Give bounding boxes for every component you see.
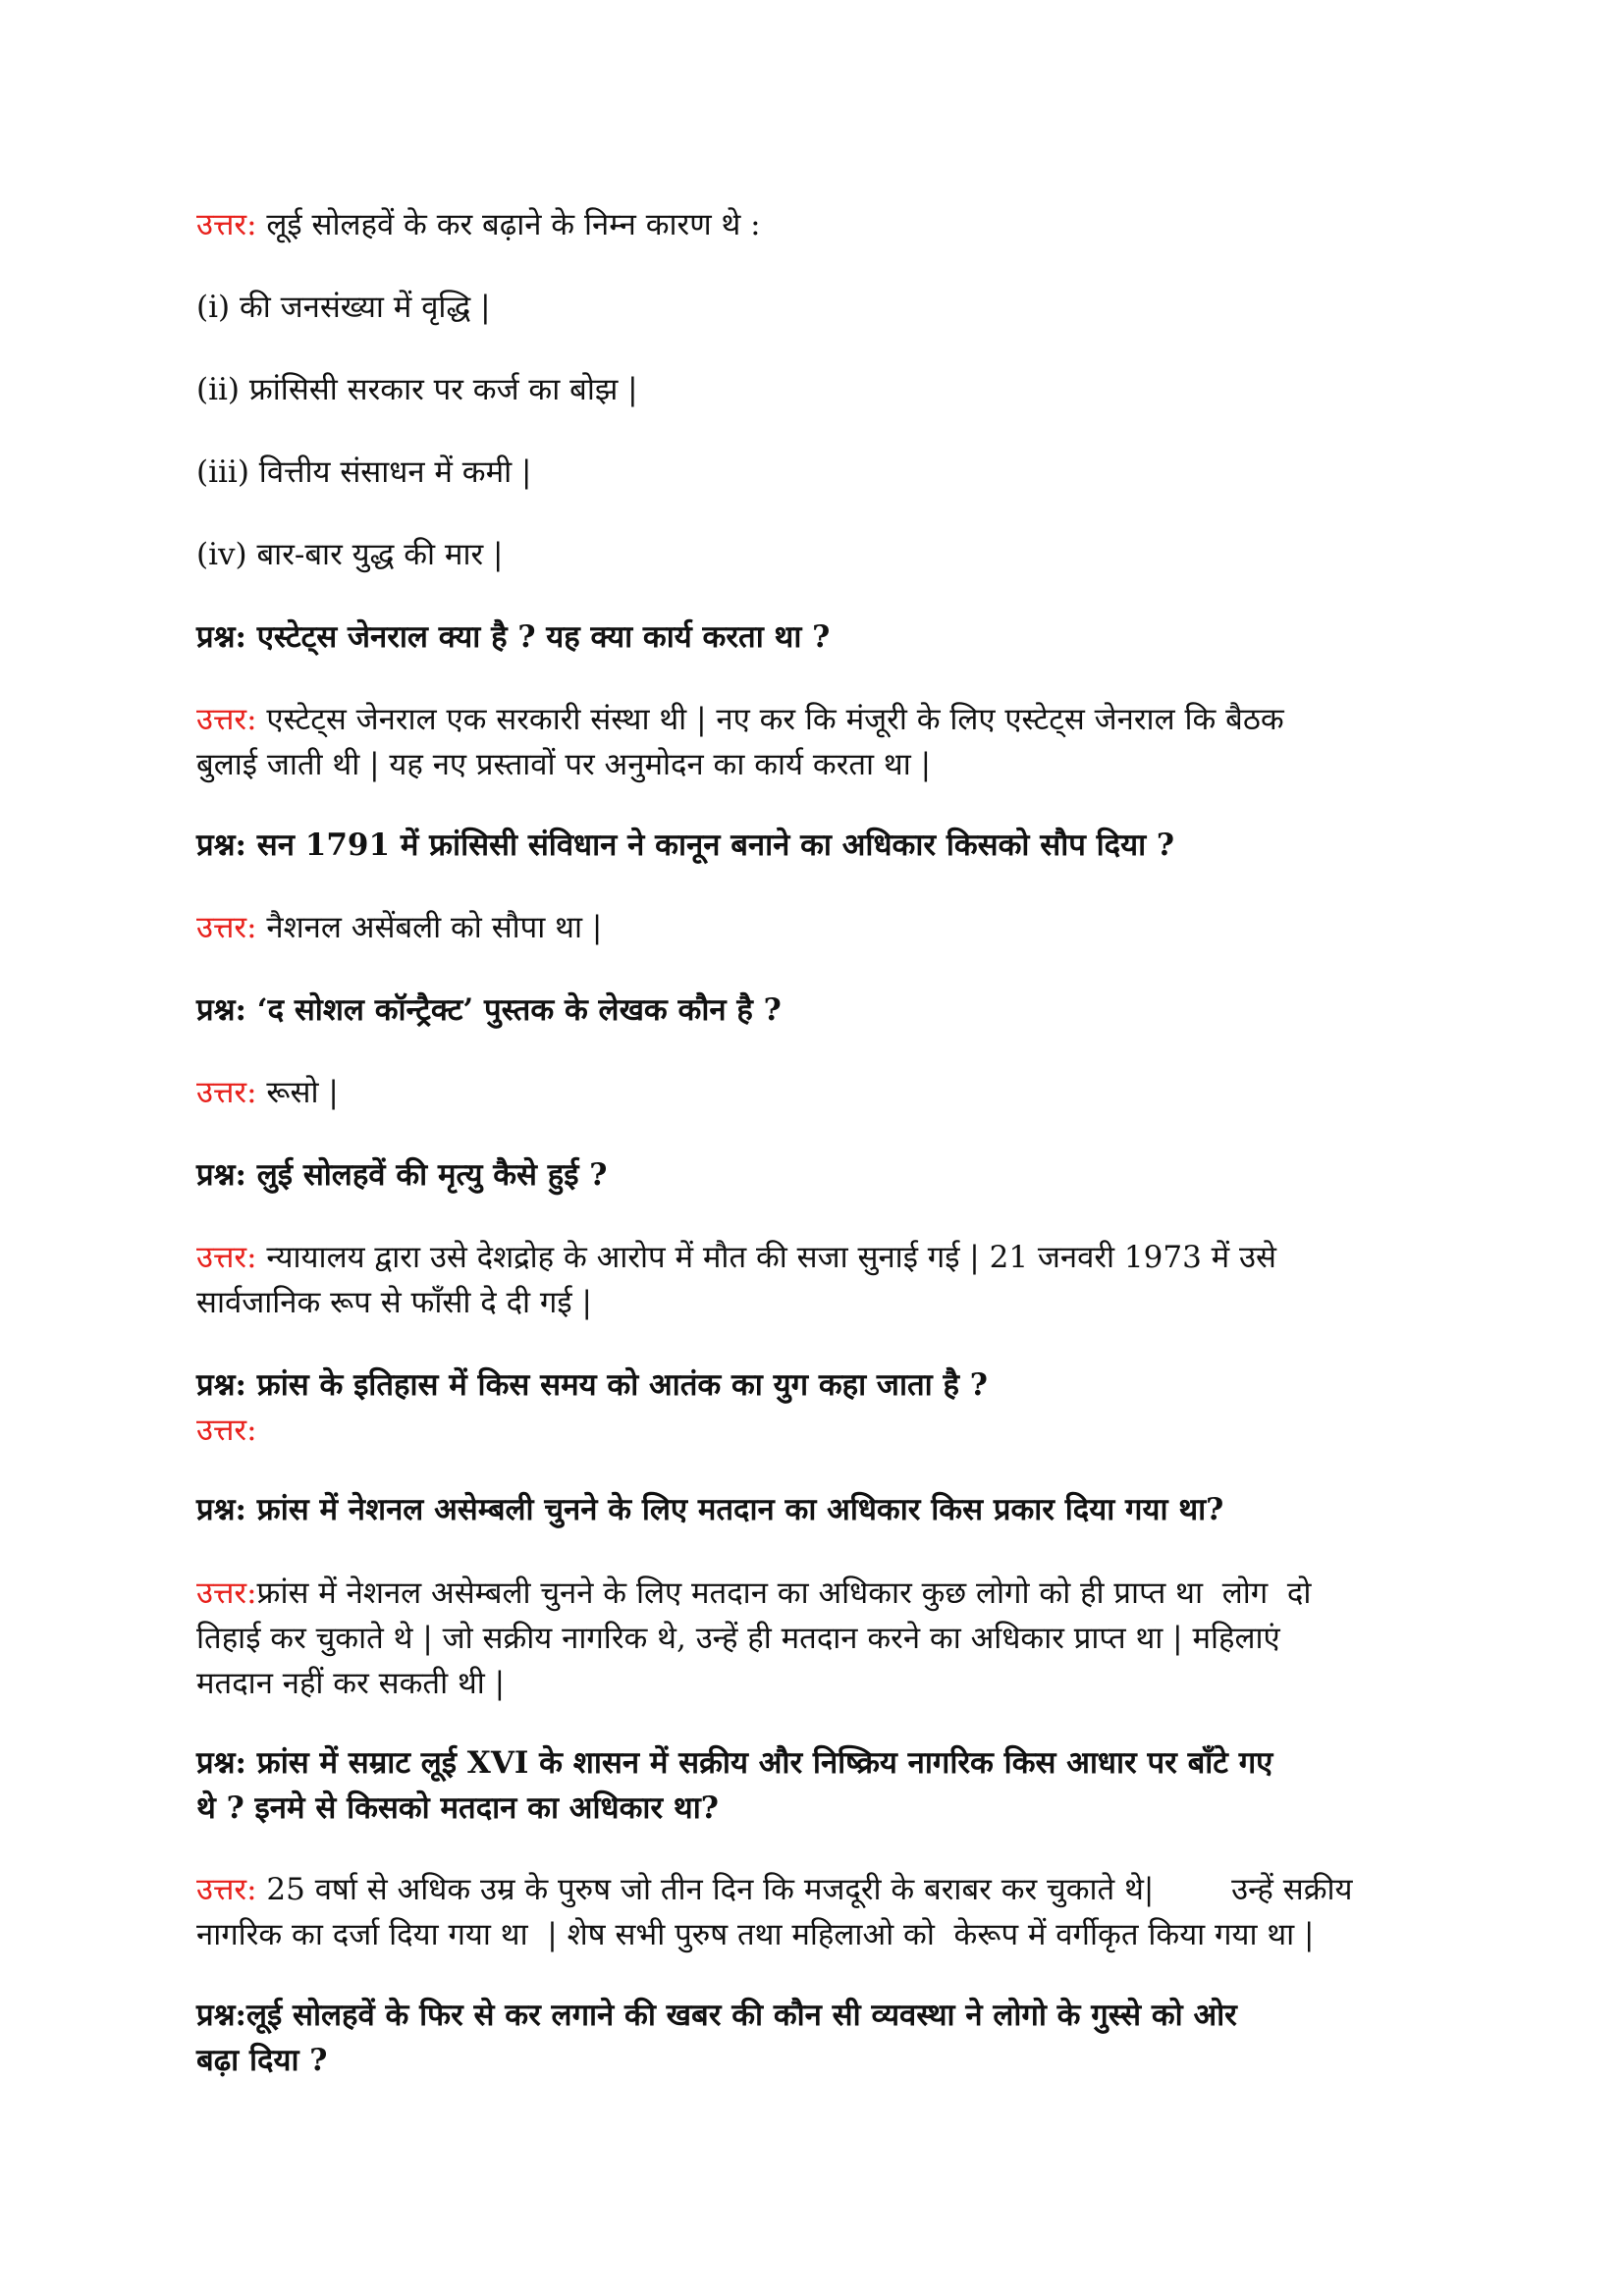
- list-item-text: (ii) फ्रांसिसी सरकार पर कर्ज का बोझ |: [196, 372, 638, 407]
- answer-line: [196, 202, 1434, 247]
- list-item-text: (iii) वित्तीय संसाधन में कमी |: [196, 454, 532, 490]
- answer-block: [196, 905, 1434, 950]
- question-block: [196, 1487, 1434, 1532]
- question-block: [196, 1740, 1434, 1831]
- answer-label: उत्तर:: [196, 702, 257, 737]
- question-text: प्रश्न: लुई सोलहवें की मृत्यु कैसे हुई ?: [196, 1157, 608, 1193]
- answer-line: बुलाई जाती थी | यह नए प्रस्तावों पर अनुमोदन का कार्य करता था |: [196, 747, 932, 782]
- question-block: [196, 1362, 1434, 1453]
- answer-line: [196, 1235, 1434, 1280]
- list-item: [196, 285, 1434, 330]
- question-text: प्रश्न: फ्रांस में नेशनल असेम्बली चुनने के लिए मतदान का अधिकार किस प्रकार दिया गया था?: [196, 1492, 1224, 1527]
- question-block: [196, 1993, 1434, 2083]
- answer-text: रूसो |: [256, 1075, 339, 1110]
- answer-line: [196, 905, 1434, 950]
- list-item: [196, 450, 1434, 495]
- answer-label: उत्तर:: [196, 1413, 257, 1448]
- answer-line: [196, 1070, 1434, 1115]
- answer-label: उत्तर:: [196, 1575, 257, 1611]
- answer-line: सार्वजानिक रूप से फाँसी दे दी गई |: [196, 1285, 592, 1320]
- answer-block: [196, 1867, 1434, 1957]
- answer-line: [196, 697, 1434, 742]
- answer-text: न्यायालय द्वारा उसे देशद्रोह के आरोप में मौत की सजा सुनाई गई | 21 जनवरी 1973 में उसे: [256, 1240, 1276, 1275]
- answer-text: नैशनल असेंबली को सौपा था |: [256, 910, 603, 945]
- answer-label: उत्तर:: [196, 910, 257, 945]
- question-block: [196, 823, 1434, 868]
- question-block: [196, 988, 1434, 1033]
- answer-line: मतदान नहीं कर सकती थी |: [196, 1666, 506, 1701]
- question-text: प्रश्न: सन 1791 में फ्रांसिसी संविधान ने कानून बनाने का अधिकार किसको सौप दिया ?: [196, 828, 1175, 863]
- question-text: प्रश्न: फ्रांस में सम्राट लूई XVI के शासन में सक्रीय और निष्क्रिय नागरिक किस आधार पर बाँटे गए: [196, 1745, 1273, 1781]
- answer-line: तिहाई कर चुकाते थे | जो सक्रीय नागरिक थे, उन्हें ही मतदान करने का अधिकार प्राप्त था | महिलाएं: [196, 1621, 1280, 1656]
- list-item: [196, 532, 1434, 577]
- question-text: प्रश्न: एस्टेट्स जेनराल क्या है ? यह क्या कार्य करता था ?: [196, 619, 831, 655]
- list-item-text: (iv) बार-बार युद्ध की मार |: [196, 537, 504, 572]
- answer-label: उत्तर:: [196, 1240, 257, 1275]
- answer-line: नागरिक का दर्जा दिया गया था | शेष सभी पुरुष तथा महिलाओ को केरूप में वर्गीकृत किया गया था |: [196, 1917, 1315, 1952]
- list-item: [196, 367, 1434, 412]
- answer-line: [196, 1408, 1434, 1453]
- question-text: प्रश्न: ‘द सोशल कॉन्ट्रैक्ट’ पुस्तक के लेखक कौन है ?: [196, 992, 782, 1028]
- answer-block: [196, 202, 1434, 247]
- list-item-text: (i) की जनसंख्या में वृद्धि |: [196, 290, 491, 325]
- answer-line: [196, 1571, 1434, 1616]
- answer-block: [196, 1070, 1434, 1115]
- answer-label: उत्तर:: [196, 1872, 257, 1907]
- answer-line: [196, 1867, 1434, 1912]
- answer-text: एस्टेट्स जेनराल एक सरकारी संस्था थी | नए कर कि मंजूरी के लिए एस्टेट्स जेनराल कि बैठक: [256, 702, 1284, 737]
- answer-label: उत्तर:: [196, 207, 257, 242]
- question-text: प्रश्न:लूई सोलहवें के फिर से कर लगाने की खबर की कौन सी व्यवस्था ने लोगो के गुस्से को ओर: [196, 1998, 1237, 2033]
- question-text: थे ? इनमे से किसको मतदान का अधिकार था?: [196, 1790, 719, 1826]
- question-text: बढ़ा दिया ?: [196, 2043, 328, 2078]
- answer-block: [196, 1571, 1434, 1706]
- question-block: [196, 1152, 1434, 1198]
- answer-block: [196, 1235, 1434, 1325]
- answer-label: उत्तर:: [196, 1075, 257, 1110]
- answer-text: लूई सोलहवें के कर बढ़ाने के निम्न कारण थे :: [256, 207, 761, 242]
- answer-text: 25 वर्षा से अधिक उम्र के पुरुष जो तीन दिन कि मजदूरी के बराबर कर चुकाते थे| उन्हें सक्रीय: [256, 1872, 1353, 1907]
- answer-block: [196, 697, 1434, 787]
- question-block: [196, 614, 1434, 660]
- answer-text: फ्रांस में नेशनल असेम्बली चुनने के लिए मतदान का अधिकार कुछ लोगो को ही प्राप्त था लोग दो: [256, 1575, 1312, 1611]
- question-text: प्रश्न: फ्रांस के इतिहास में किस समय को आतंक का युग कहा जाता है ?: [196, 1367, 988, 1403]
